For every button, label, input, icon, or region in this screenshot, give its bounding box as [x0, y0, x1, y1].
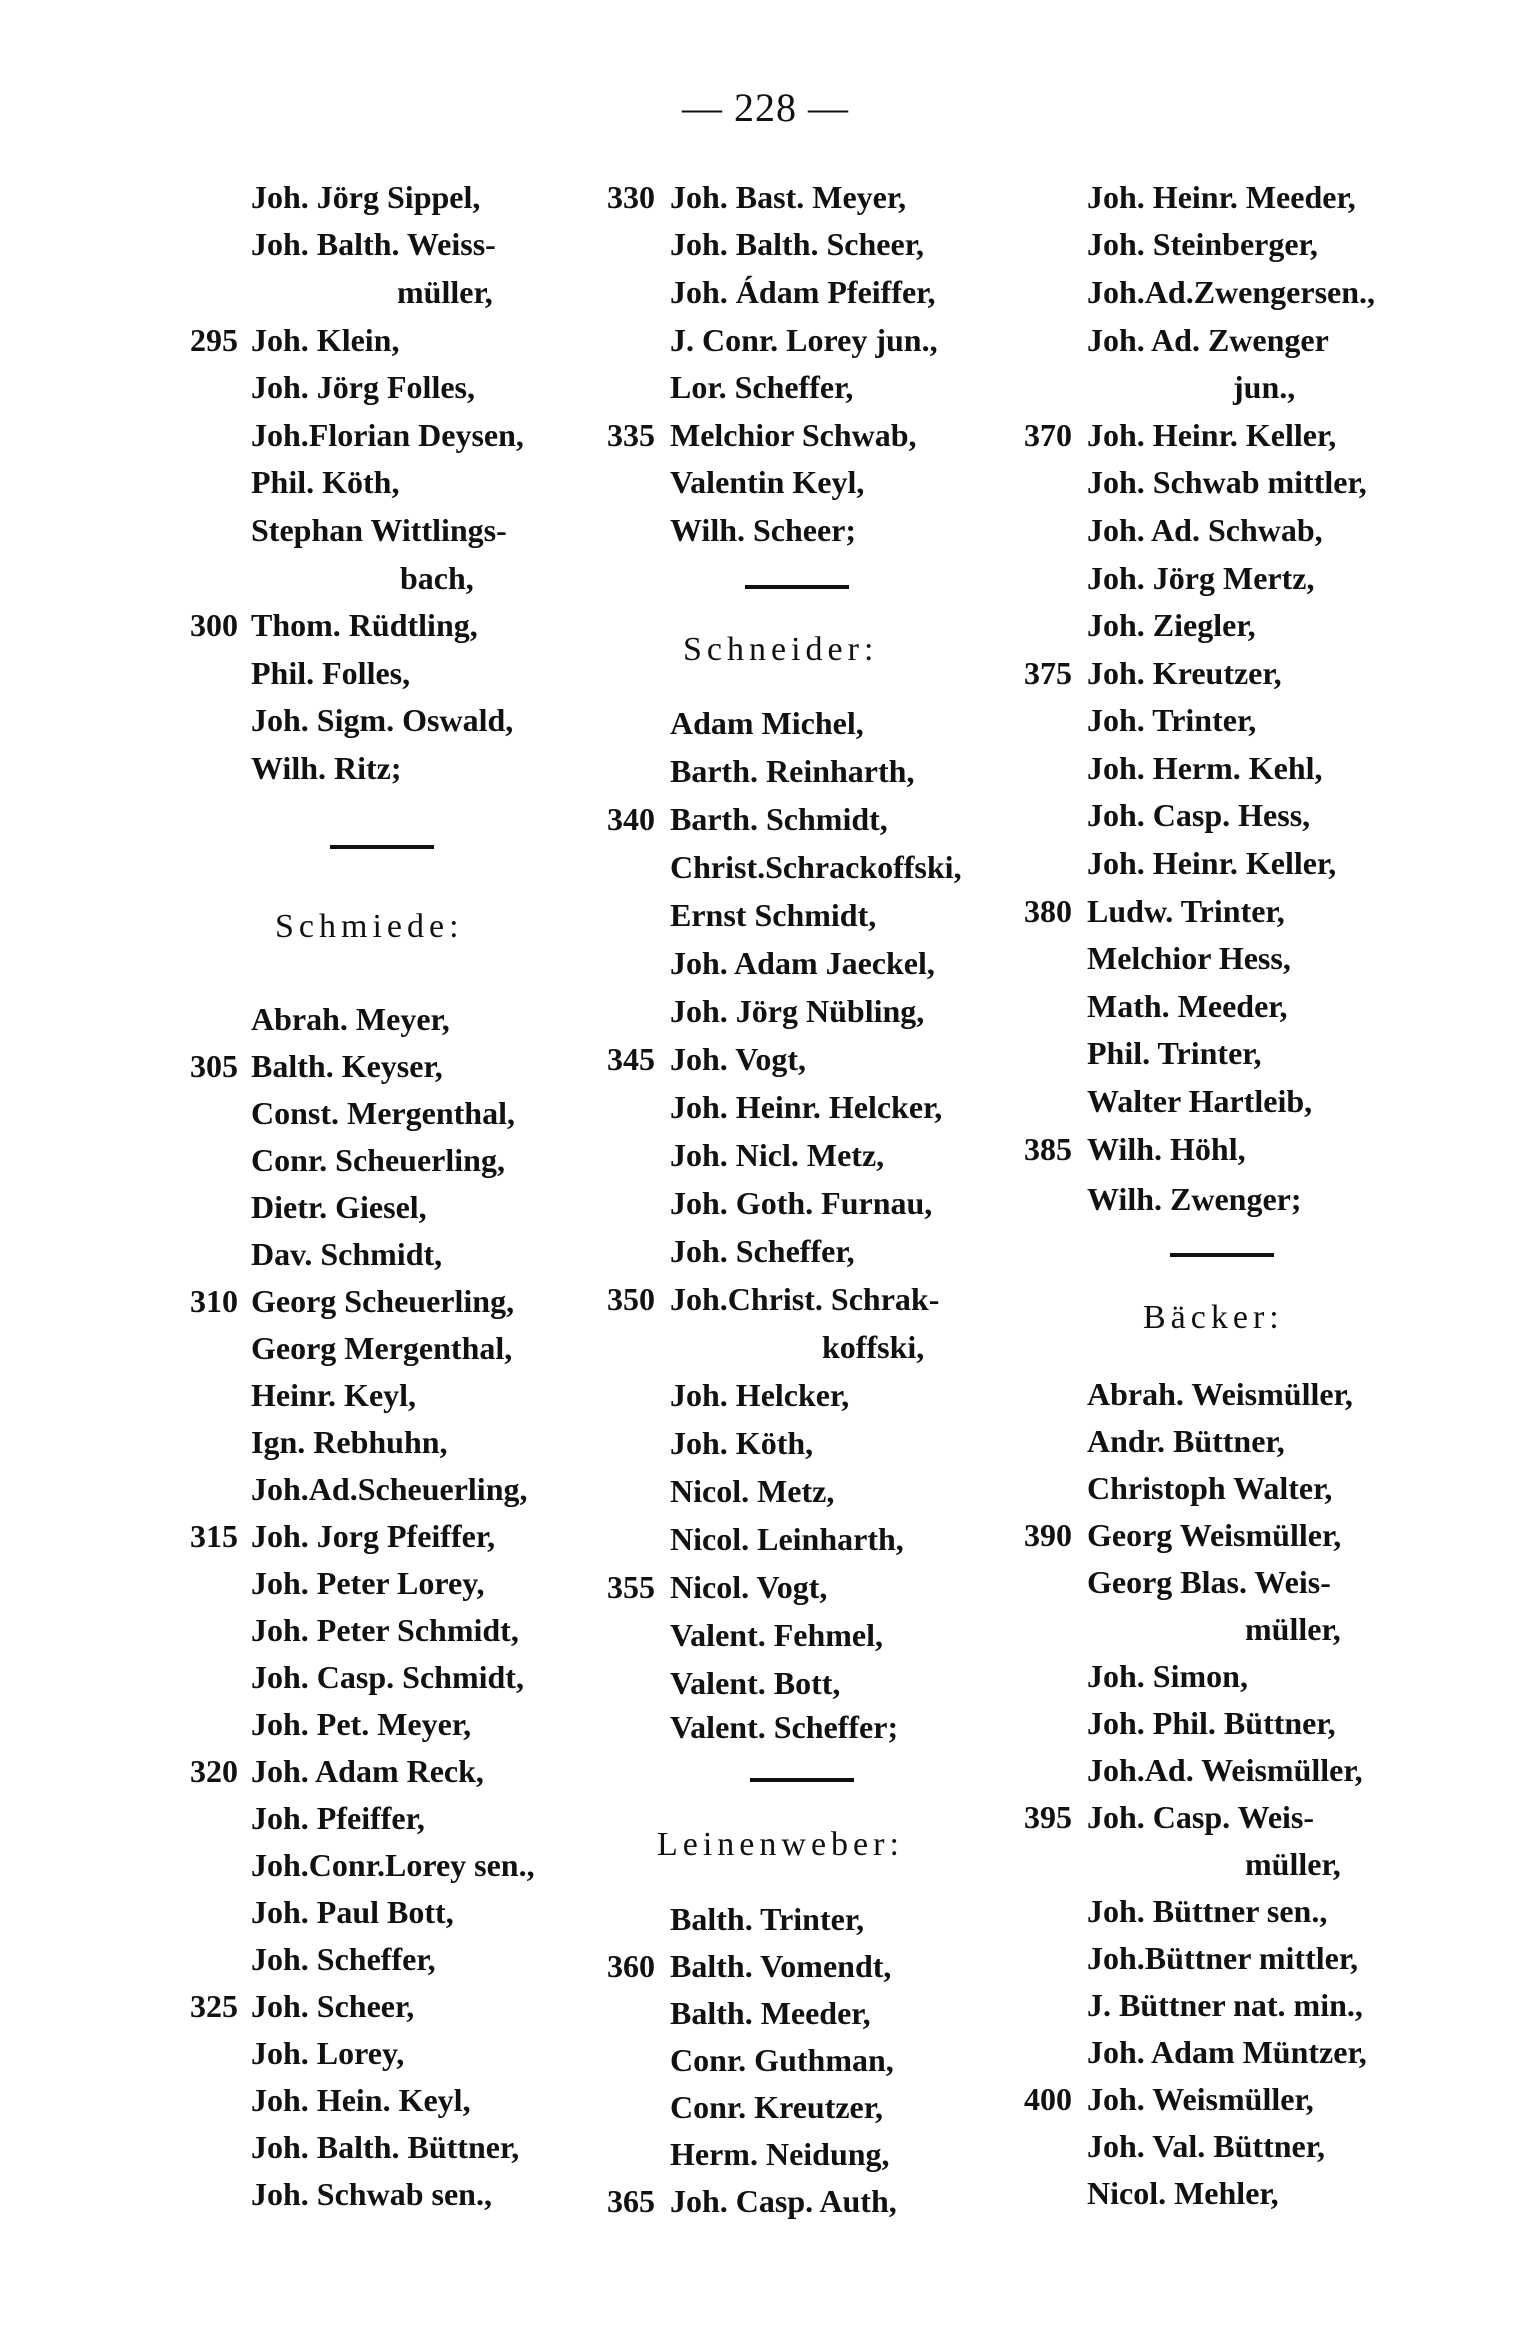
name-entry: Joh. Scheffer, [251, 1941, 436, 1977]
name-entry: Wilh. Höhl, [1087, 1131, 1246, 1167]
name-entry: Wilh. Zwenger; [1087, 1181, 1302, 1217]
name-entry: Ign. Rebhuhn, [251, 1424, 448, 1460]
name-entry: Thom. Rüdtling, [251, 607, 478, 643]
page-number: — 228 — [682, 85, 849, 130]
name-entry: Joh. Jörg Mertz, [1087, 560, 1315, 596]
name-entry: Christoph Walter, [1087, 1470, 1333, 1506]
name-entry: Joh. Hein. Keyl, [251, 2082, 471, 2118]
name-entry: Valent. Fehmel, [670, 1617, 884, 1653]
name-entry: Joh. Pet. Meyer, [251, 1706, 472, 1742]
name-entry: Ludw. Trinter, [1087, 893, 1285, 929]
section-heading: Schneider: [683, 631, 879, 668]
entry-number: 310 [190, 1283, 238, 1319]
entry-number: 370 [1024, 417, 1072, 453]
name-entry: Joh. Casp. Weis- [1087, 1799, 1315, 1835]
name-entry: Joh. Schwab mittler, [1087, 464, 1367, 500]
name-entry: Joh. Jörg Sippel, [251, 179, 481, 215]
name-entry: Math. Meeder, [1087, 988, 1288, 1024]
section-divider [1170, 1253, 1274, 1257]
entry-number: 385 [1024, 1131, 1072, 1167]
name-entry: Joh. Heinr. Helcker, [670, 1089, 943, 1125]
entry-number: 335 [607, 417, 655, 453]
name-entry: Joh. Val. Büttner, [1087, 2128, 1325, 2164]
name-entry: Joh. Helcker, [670, 1377, 850, 1413]
name-entry: Joh.Florian Deysen, [251, 417, 524, 453]
entry-number: 315 [190, 1518, 238, 1554]
name-entry: Barth. Schmidt, [670, 801, 888, 837]
name-entry: Joh. Steinberger, [1087, 226, 1318, 262]
name-entry: Abrah. Meyer, [251, 1001, 450, 1037]
section-divider [750, 1778, 854, 1782]
name-entry: Nicol. Leinharth, [670, 1521, 904, 1557]
name-entry: Joh. Ad. Zwenger [1087, 322, 1329, 358]
name-entry: Joh.Ad.Scheuerling, [251, 1471, 528, 1507]
name-entry: Barth. Reinharth, [670, 753, 915, 789]
name-entry: Joh. Simon, [1087, 1658, 1248, 1694]
name-entry: Joh. Vogt, [670, 1041, 807, 1077]
name-entry: Georg Mergenthal, [251, 1330, 513, 1366]
section-heading: Bäcker: [1143, 1299, 1284, 1336]
name-entry: Joh. Heinr. Keller, [1087, 845, 1337, 881]
name-entry: Joh. Ad. Schwab, [1087, 512, 1323, 548]
name-entry: Christ.Schrackoffski, [670, 849, 962, 885]
name-entry: Herm. Neidung, [670, 2136, 890, 2172]
entry-number: 365 [607, 2183, 655, 2219]
name-entry: Dav. Schmidt, [251, 1236, 443, 1272]
name-entry: Wilh. Ritz; [251, 750, 402, 786]
name-entry: Balth. Vomendt, [670, 1948, 892, 1984]
section-heading: Leinenweber: [657, 1826, 904, 1863]
name-entry: Conr. Scheuerling, [251, 1142, 505, 1178]
section-divider [745, 585, 849, 589]
name-entry: Joh. Jörg Folles, [251, 369, 475, 405]
name-entry: Joh. Ziegler, [1087, 607, 1256, 643]
name-entry: Joh. Trinter, [1087, 702, 1257, 738]
name-continuation: müller, [1245, 1846, 1341, 1882]
section-heading: Schmiede: [275, 908, 464, 945]
entry-number: 395 [1024, 1799, 1072, 1835]
name-entry: Joh. Casp. Schmidt, [251, 1659, 524, 1695]
entry-number: 355 [607, 1569, 655, 1605]
name-entry: Wilh. Scheer; [670, 512, 857, 548]
name-entry: Joh. Ádam Pfeiffer, [670, 274, 936, 310]
name-entry: Joh. Nicl. Metz, [670, 1137, 885, 1173]
entry-number: 305 [190, 1048, 238, 1084]
name-entry: Abrah. Weismüller, [1087, 1376, 1353, 1412]
name-entry: Balth. Meeder, [670, 1995, 871, 2031]
entry-number: 340 [607, 801, 655, 837]
name-entry: Valentin Keyl, [670, 464, 865, 500]
entry-number: 350 [607, 1281, 655, 1317]
name-entry: Joh. Paul Bott, [251, 1894, 454, 1930]
entry-number: 345 [607, 1041, 655, 1077]
name-entry: Const. Mergenthal, [251, 1095, 515, 1131]
name-entry: Joh. Adam Müntzer, [1087, 2034, 1367, 2070]
name-entry: Joh. Schwab sen., [251, 2176, 492, 2212]
name-entry: Joh. Pfeiffer, [251, 1800, 425, 1836]
name-entry: Joh. Balth. Scheer, [670, 226, 924, 262]
name-entry: Phil. Köth, [251, 464, 400, 500]
name-entry: Nicol. Mehler, [1087, 2175, 1279, 2211]
name-entry: Joh. Sigm. Oswald, [251, 702, 514, 738]
name-entry: Georg Scheuerling, [251, 1283, 515, 1319]
entry-number: 300 [190, 607, 238, 643]
name-entry: J. Conr. Lorey jun., [670, 322, 938, 358]
entry-number: 400 [1024, 2081, 1072, 2117]
name-entry: Georg Weismüller, [1087, 1517, 1342, 1553]
name-entry: Joh.Büttner mittler, [1087, 1940, 1359, 1976]
name-entry: Joh. Peter Schmidt, [251, 1612, 519, 1648]
name-entry: Joh. Peter Lorey, [251, 1565, 485, 1601]
name-entry: Joh. Jörg Nübling, [670, 993, 925, 1029]
name-entry: Adam Michel, [670, 705, 864, 741]
name-entry: Joh. Köth, [670, 1425, 814, 1461]
name-entry: Dietr. Giesel, [251, 1189, 427, 1225]
name-entry: Joh. Balth. Büttner, [251, 2129, 520, 2165]
name-entry: Nicol. Vogt, [670, 1569, 828, 1605]
name-entry: Balth. Keyser, [251, 1048, 443, 1084]
name-entry: Balth. Trinter, [670, 1901, 865, 1937]
name-entry: Heinr. Keyl, [251, 1377, 417, 1413]
entry-number: 330 [607, 179, 655, 215]
name-entry: Joh. Kreutzer, [1087, 655, 1282, 691]
name-entry: Stephan Wittlings- [251, 512, 507, 548]
name-entry: Joh.Christ. Schrak- [670, 1281, 940, 1317]
entry-number: 380 [1024, 893, 1072, 929]
entry-number: 320 [190, 1753, 238, 1789]
name-entry: Joh. Balth. Weiss- [251, 226, 496, 262]
name-entry: Joh. Jorg Pfeiffer, [251, 1518, 496, 1554]
name-entry: Joh.Ad. Weismüller, [1087, 1752, 1363, 1788]
section-divider [330, 845, 434, 849]
name-entry: Melchior Schwab, [670, 417, 917, 453]
name-entry: Valent. Scheffer; [670, 1709, 899, 1745]
name-entry: J. Büttner nat. min., [1087, 1987, 1363, 2023]
entry-number: 390 [1024, 1517, 1072, 1553]
name-entry: Joh. Adam Reck, [251, 1753, 484, 1789]
entry-number: 295 [190, 322, 238, 358]
name-entry: Joh. Heinr. Keller, [1087, 417, 1337, 453]
name-entry: Melchior Hess, [1087, 940, 1291, 976]
name-continuation: müller, [397, 274, 493, 310]
name-entry: Nicol. Metz, [670, 1473, 835, 1509]
name-entry: Joh. Casp. Auth, [670, 2183, 897, 2219]
name-entry: Ernst Schmidt, [670, 897, 877, 933]
name-continuation: koffski, [822, 1329, 925, 1365]
name-entry: Joh. Scheffer, [670, 1233, 855, 1269]
name-entry: Joh. Adam Jaeckel, [670, 945, 935, 981]
name-entry: Conr. Kreutzer, [670, 2089, 884, 2125]
entry-number: 325 [190, 1988, 238, 2024]
name-entry: Phil. Trinter, [1087, 1035, 1262, 1071]
name-entry: Andr. Büttner, [1087, 1423, 1285, 1459]
name-continuation: jun., [1233, 369, 1296, 405]
name-entry: Joh. Casp. Hess, [1087, 797, 1311, 833]
name-entry: Joh. Phil. Büttner, [1087, 1705, 1336, 1741]
name-entry: Conr. Guthman, [670, 2042, 894, 2078]
name-entry: Georg Blas. Weis- [1087, 1564, 1331, 1600]
name-entry: Joh. Bast. Meyer, [670, 179, 907, 215]
name-entry: Joh. Weismüller, [1087, 2081, 1314, 2117]
name-entry: Joh. Klein, [251, 322, 400, 358]
entry-number: 360 [607, 1948, 655, 1984]
name-entry: Valent. Bott, [670, 1665, 841, 1701]
name-entry: Lor. Scheffer, [670, 369, 854, 405]
name-continuation: müller, [1245, 1611, 1341, 1647]
name-entry: Joh.Ad.Zwengersen., [1087, 274, 1376, 310]
name-entry: Joh. Scheer, [251, 1988, 415, 2024]
name-entry: Phil. Folles, [251, 655, 411, 691]
entry-number: 375 [1024, 655, 1072, 691]
name-entry: Joh. Heinr. Meeder, [1087, 179, 1356, 215]
name-entry: Joh. Büttner sen., [1087, 1893, 1328, 1929]
name-entry: Joh. Lorey, [251, 2035, 405, 2071]
name-entry: Joh. Herm. Kehl, [1087, 750, 1323, 786]
name-continuation: bach, [400, 560, 474, 596]
name-entry: Joh. Goth. Furnau, [670, 1185, 933, 1221]
name-entry: Joh.Conr.Lorey sen., [251, 1847, 535, 1883]
name-entry: Walter Hartleib, [1087, 1083, 1313, 1119]
